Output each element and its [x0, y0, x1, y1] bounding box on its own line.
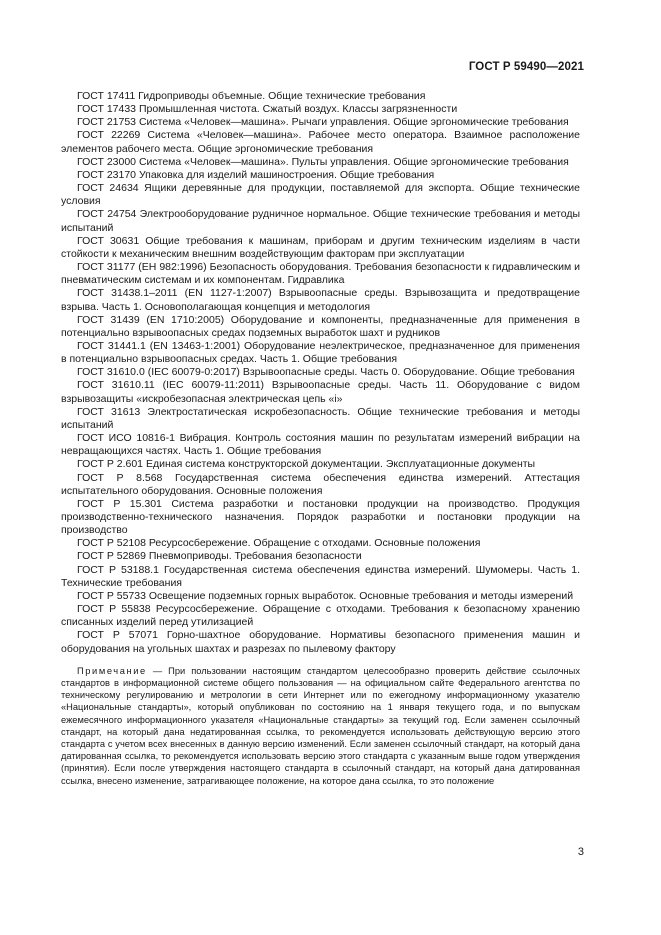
reference-gost-r-8-568: ГОСТ Р 8.568 Государственная система обеспечения единства измерений. Аттестация испытательного оборудования. Основные положения [61, 471, 580, 497]
reference-gost-23170: ГОСТ 23170 Упаковка для изделий машиностроения. Общие требования [77, 168, 435, 181]
reference-gost-r-57071: ГОСТ Р 57071 Горно-шахтное оборудование. Нормативы безопасного применения машин и оборудования на угольных шахтах и разрезах по пылевому фактору [61, 629, 580, 655]
document-code-header: ГОСТ Р 59490—2021 [468, 61, 584, 73]
note-label: Примечание [77, 665, 147, 676]
reference-gost-23000: ГОСТ 23000 Система «Человек—машина». Пульты управления. Общие эргономические требования [77, 155, 569, 168]
reference-gost-31441-1: ГОСТ 31441.1 (EN 13463-1:2001) Оборудование неэлектрическое, предназначенное для применения в потенциально взрывоопасных средах. Часть 1. Общие требования [61, 339, 580, 366]
reference-gost-31613: ГОСТ 31613 Электростатическая искробезопасность. Общие технические требования и методы испытаний [61, 405, 580, 431]
reference-gost-31438-1: ГОСТ 31438.1–2011 (EN 1127-1:2007) Взрывоопасные среды. Взрывозащита и предотвращение взрыва. Часть 1. Основополагающая концепция и методология [61, 287, 580, 313]
reference-gost-30631: ГОСТ 30631 Общие требования к машинам, приборам и другим техническим изделиям в части стойкости к механическим внешним воздействующим факторам при эксплуатации [61, 234, 580, 260]
reference-gost-24634: ГОСТ 24634 Ящики деревянные для продукции, поставляемой для экспорта. Общие технические условия [61, 182, 580, 208]
reference-gost-22269: ГОСТ 22269 Система «Человек—машина». Рабочее место оператора. Взаимное расположение элементов рабочего места. Общие эргономические требования [61, 129, 580, 155]
reference-gost-17433: ГОСТ 17433 Промышленная чистота. Сжатый воздух. Классы загрязненности [77, 103, 458, 116]
reference-gost-r-55733: ГОСТ Р 55733 Освещение подземных горных выработок. Основные требования и методы измерений [77, 589, 574, 602]
reference-gost-iso-10816-1: ГОСТ ИСО 10816-1 Вибрация. Контроль состояния машин по результатам измерений вибрации на невращающихся частях. Часть 1. Общие требования [61, 432, 580, 458]
note-paragraph [61, 665, 580, 787]
reference-gost-r-15-301: ГОСТ Р 15.301 Система разработки и постановки продукции на производство. Продукция производственно-технического назначения. Порядок разработки и постановки продукции на производство [61, 497, 580, 537]
reference-gost-r-53188-1: ГОСТ Р 53188.1 Государственная система обеспечения единства измерений. Шумомеры. Часть 1. Технические требования [61, 563, 580, 589]
note-text: — При пользовании настоящим стандартом целесообразно проверить действие ссылочных стандартов в информационной системе общего пользования — на официальном сайте Федерального агентства по техническому регулированию и метрологии в сети Интернет или по ежегодному информационному указателю «Национальные стандарты», который опубликован по состоянию на 1 января текущего года, и по выпускам ежемесячного информационного указателя «Национальные стандарты» за текущий год. Если заменен ссылочный стандарт, на который дана недатированная ссылка, то рекомендуется использовать действующую версию этого стандарта с учетом всех внесенных в данную версию изменений. Если заменен ссылочный стандарт, на который дана датированная ссылка, то рекомендуется использовать версию этого стандарта с указанным выше годом утверждения (принятия). Если после утверждения настоящего стандарта в ссылочный стандарт, на который дана датированная ссылка, внесено изменение, затрагивающее положение, на которое дана ссылка, то это положение [61, 665, 580, 786]
main-content [61, 90, 580, 787]
reference-gost-24754: ГОСТ 24754 Электрооборудование рудничное нормальное. Общие технические требования и методы испытаний [61, 208, 580, 234]
reference-gost-31439: ГОСТ 31439 (EN 1710:2005) Оборудование и компоненты, предназначенные для применения в потенциально взрывоопасных средах подземных выработок шахт и рудников [61, 313, 580, 339]
reference-gost-17411: ГОСТ 17411 Гидроприводы объемные. Общие технические требования [77, 90, 426, 102]
reference-gost-r-52108: ГОСТ Р 52108 Ресурсосбережение. Обращение с отходами. Основные положения [77, 537, 481, 550]
reference-gost-31610-11: ГОСТ 31610.11 (IEC 60079-11:2011) Взрывоопасные среды. Часть 11. Оборудование с видом взрывозащиты «искробезопасная электрическая цепь «i» [61, 379, 580, 405]
reference-gost-r-55838: ГОСТ Р 55838 Ресурсосбережение. Обращение с отходами. Требования к безопасному хранению списанных изделий перед утилизацией [61, 603, 580, 629]
reference-gost-r-52869: ГОСТ Р 52869 Пневмоприводы. Требования безопасности [77, 550, 362, 563]
reference-gost-21753: ГОСТ 21753 Система «Человек—машина». Рычаги управления. Общие эргономические требования [77, 116, 569, 129]
page-number: 3 [577, 846, 584, 858]
reference-gost-31177: ГОСТ 31177 (ЕН 982:1996) Безопасность оборудования. Требования безопасности к гидравлическим и пневматическим системам и их компонентам. Гидравлика [61, 261, 580, 287]
reference-gost-31610-0: ГОСТ 31610.0 (IEC 60079-0:2017) Взрывоопасные среды. Часть 0. Оборудование. Общие требования [77, 366, 575, 379]
reference-gost-r-2-601: ГОСТ Р 2.601 Единая система конструкторской документации. Эксплуатационные документы [77, 458, 536, 471]
